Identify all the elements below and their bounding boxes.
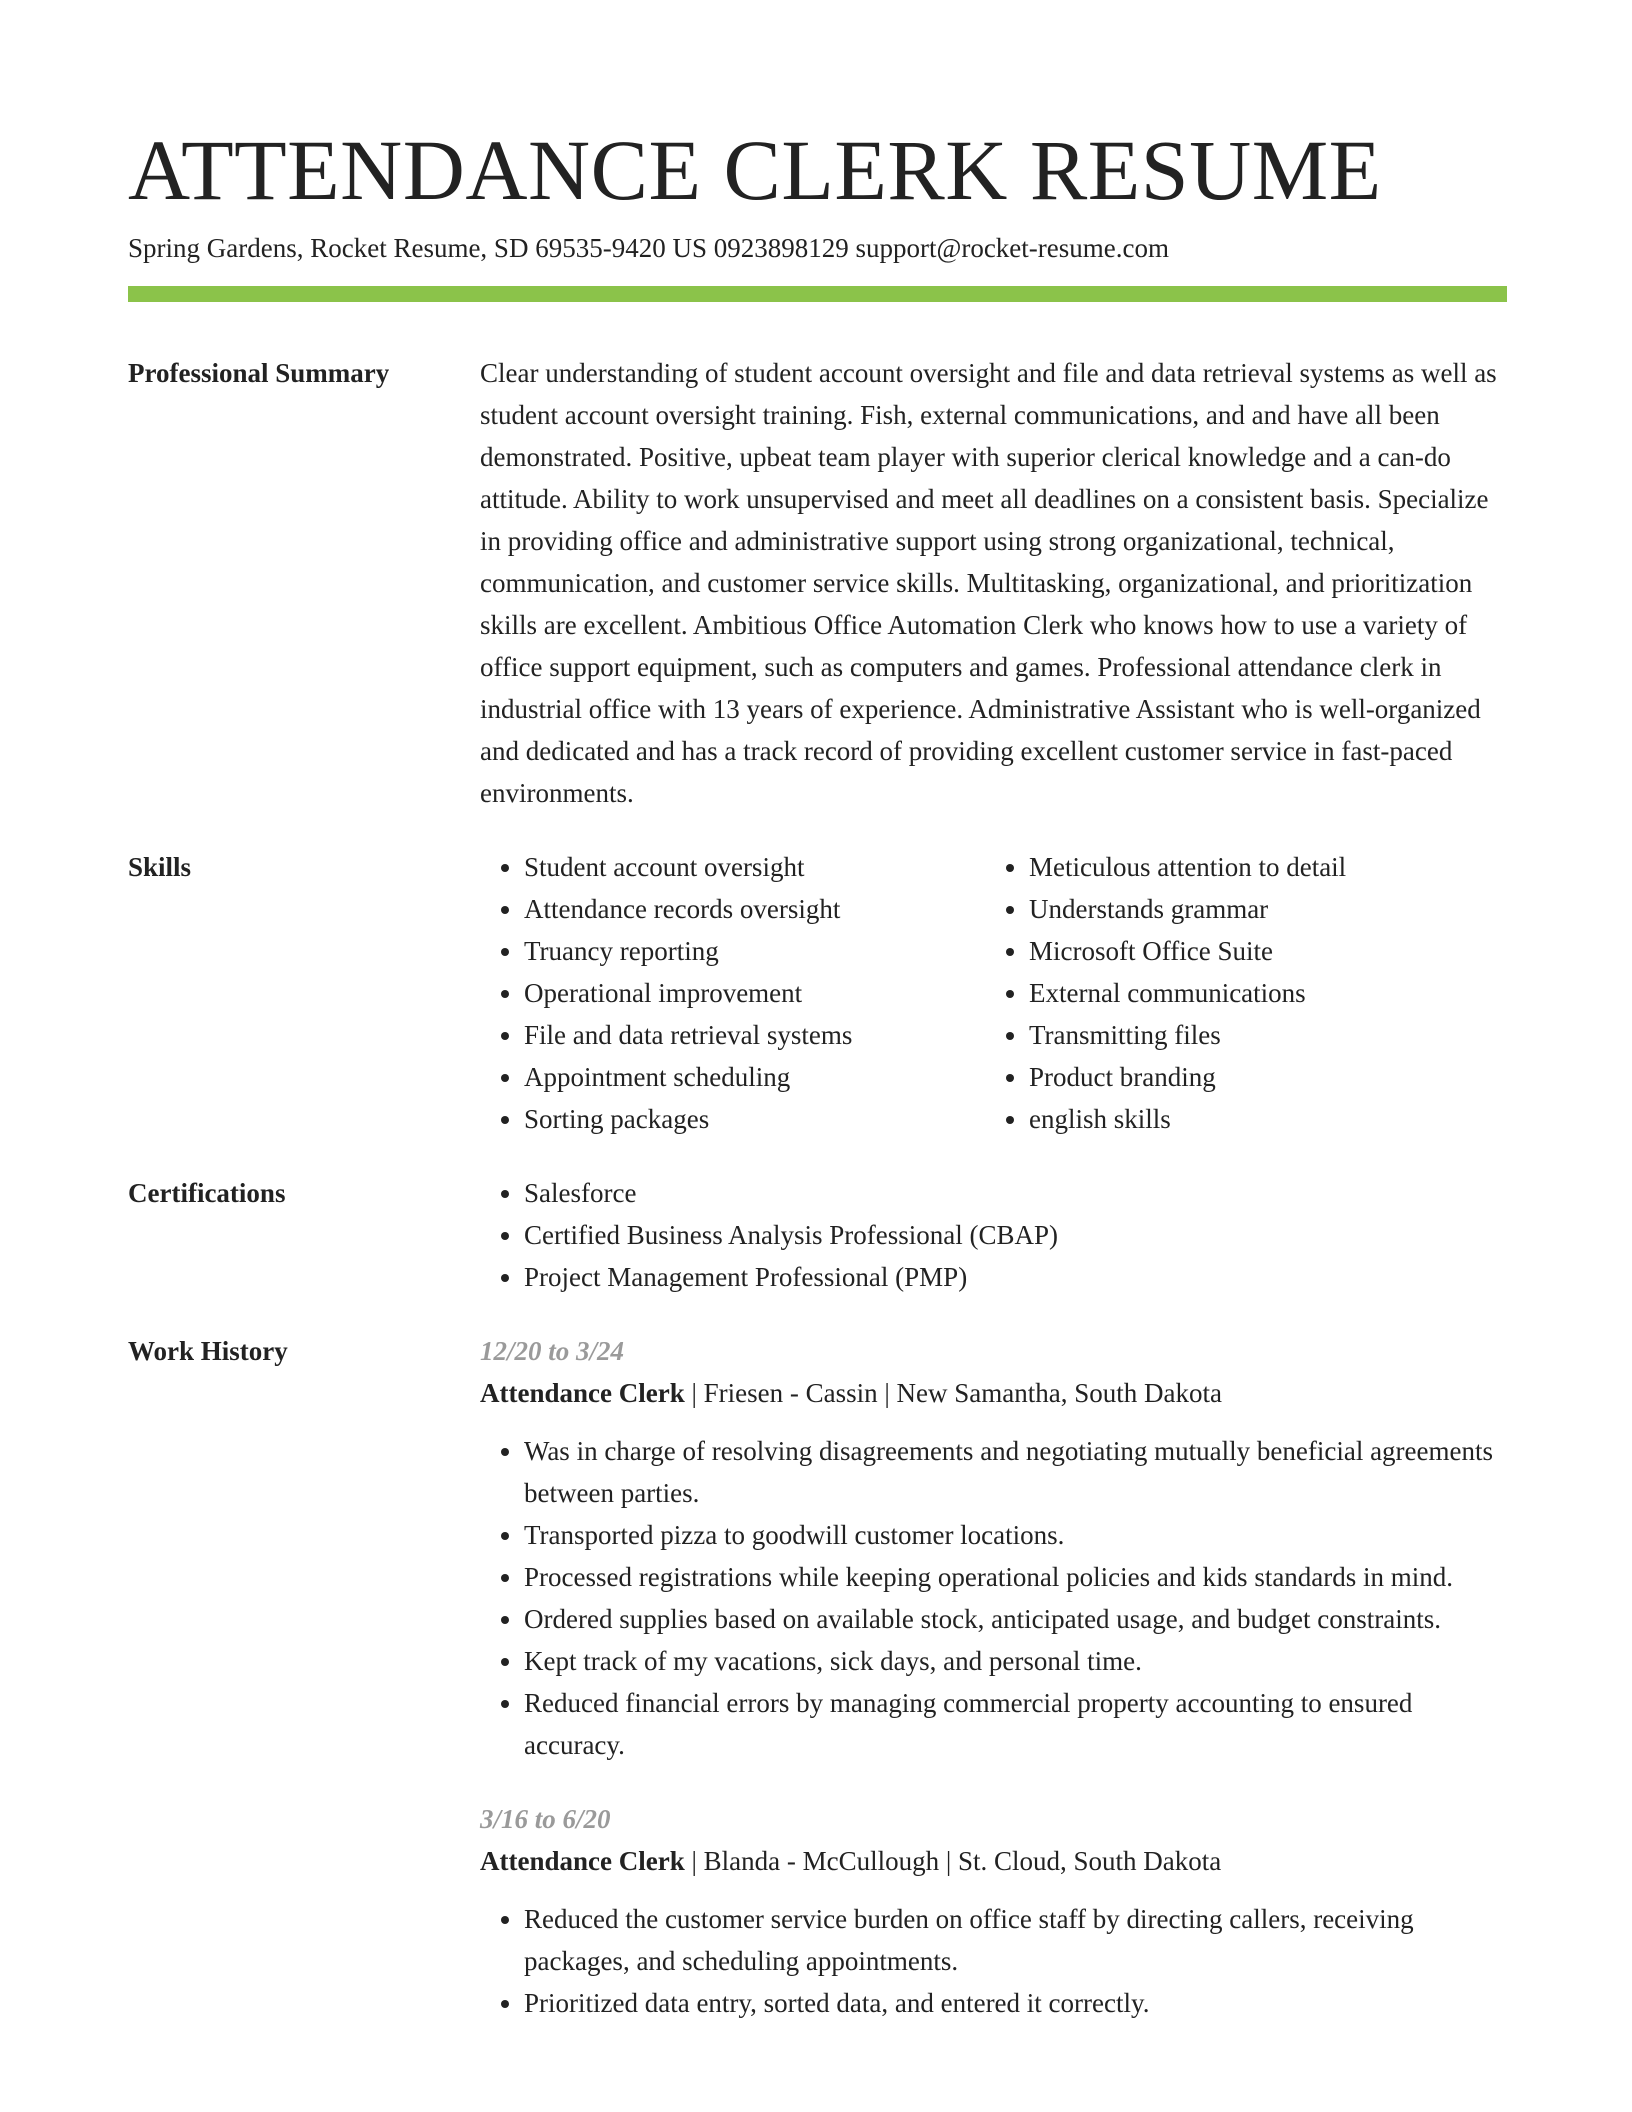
job-heading bbox=[480, 1840, 1507, 1882]
section-label-summary: Professional Summary bbox=[128, 358, 390, 388]
resume-page bbox=[128, 120, 1507, 2056]
job-heading bbox=[480, 1372, 1507, 1414]
list-item: • Microsoft Office Suite bbox=[1029, 930, 1490, 972]
job-details: | Blanda - McCullough | St. Cloud, South Dakota bbox=[684, 1846, 1222, 1876]
job-title: Attendance Clerk bbox=[480, 1378, 685, 1408]
list-item: • Transported pizza to goodwill customer locations. bbox=[524, 1514, 1507, 1556]
job-bullets bbox=[480, 1898, 1507, 2024]
list-item: • Certified Business Analysis Professional (CBAP) bbox=[524, 1214, 1507, 1256]
summary-text: Clear understanding of student account oversight and file and data retrieval systems as well as student account oversight training. Fish, external communications, and and have all been demonstrated. Positive, upbeat team player with superior clerical knowledge and a can-do attitude. Ability to work unsupervised and meet all deadlines on a consistent basis. Specialize in providing office and administrative support using strong organizational, technical, communication, and customer service skills. Multitasking, organizational, and prioritization skills are excellent. Ambitious Office Automation Clerk who knows how to use a variety of office support equipment, such as computers and games. Professional attendance clerk in industrial office with 13 years of experience. Administrative Assistant who is well-organized and dedicated and has a track record of providing excellent customer service in fast-paced environments. bbox=[480, 358, 1497, 808]
list-item: • Appointment scheduling bbox=[524, 1056, 985, 1098]
list-item: • Processed registrations while keeping operational policies and kids standards in mind. bbox=[524, 1556, 1507, 1598]
list-item: • Was in charge of resolving disagreements and negotiating mutually beneficial agreements between parties. bbox=[524, 1430, 1507, 1514]
list-item: • english skills bbox=[1029, 1098, 1490, 1140]
job-entry bbox=[480, 1798, 1507, 2024]
section-label-work-history: Work History bbox=[128, 1336, 288, 1366]
list-item: • Salesforce bbox=[524, 1172, 1507, 1214]
job-entry bbox=[480, 1330, 1507, 1766]
list-item: • External communications bbox=[1029, 972, 1490, 1014]
list-item: • Kept track of my vacations, sick days, and personal time. bbox=[524, 1640, 1507, 1682]
list-item: • Project Management Professional (PMP) bbox=[524, 1256, 1507, 1298]
job-title: Attendance Clerk bbox=[480, 1846, 685, 1876]
skills-column-1 bbox=[480, 846, 985, 1140]
list-item: • Sorting packages bbox=[524, 1098, 985, 1140]
certifications-body bbox=[480, 1172, 1507, 1298]
list-item: • File and data retrieval systems bbox=[524, 1014, 985, 1056]
job-bullets bbox=[480, 1430, 1507, 1766]
list-item: • Prioritized data entry, sorted data, and entered it correctly. bbox=[524, 1982, 1507, 2024]
resume-title: ATTENDANCE CLERK RESUME bbox=[128, 122, 1382, 218]
list-item: • Reduced financial errors by managing commercial property accounting to ensured accuracy. bbox=[524, 1682, 1507, 1766]
list-item: • Reduced the customer service burden on office staff by directing callers, receiving packages, and scheduling appointments. bbox=[524, 1898, 1507, 1982]
work-history-section bbox=[128, 1330, 1507, 2056]
list-item: • Operational improvement bbox=[524, 972, 985, 1014]
list-item: • Product branding bbox=[1029, 1056, 1490, 1098]
list-item: • Understands grammar bbox=[1029, 888, 1490, 930]
list-item: • Student account oversight bbox=[524, 846, 985, 888]
skills-column-2 bbox=[985, 846, 1490, 1140]
list-item: • Truancy reporting bbox=[524, 930, 985, 972]
skills-grid bbox=[480, 846, 1507, 1140]
list-item: • Transmitting files bbox=[1029, 1014, 1490, 1056]
job-date: 12/20 to 3/24 bbox=[480, 1336, 625, 1366]
list-item: • Meticulous attention to detail bbox=[1029, 846, 1490, 888]
job-details: | Friesen - Cassin | New Samantha, South Dakota bbox=[684, 1378, 1222, 1408]
skills-list-2 bbox=[985, 846, 1490, 1140]
skills-list-1 bbox=[480, 846, 985, 1140]
work-history-body bbox=[480, 1330, 1507, 2056]
contact-info: Spring Gardens, Rocket Resume, SD 69535-9420 US 0923898129 support@rocket-resume.com bbox=[128, 233, 1169, 263]
accent-divider bbox=[128, 286, 1507, 302]
section-label-skills: Skills bbox=[128, 852, 192, 882]
list-item: • Ordered supplies based on available stock, anticipated usage, and budget constraints. bbox=[524, 1598, 1507, 1640]
job-date: 3/16 to 6/20 bbox=[480, 1804, 611, 1834]
skills-section bbox=[128, 846, 1507, 1140]
section-label-certifications: Certifications bbox=[128, 1178, 286, 1208]
certifications-section bbox=[128, 1172, 1507, 1298]
certifications-list bbox=[480, 1172, 1507, 1298]
list-item: • Attendance records oversight bbox=[524, 888, 985, 930]
professional-summary-section bbox=[128, 352, 1507, 814]
